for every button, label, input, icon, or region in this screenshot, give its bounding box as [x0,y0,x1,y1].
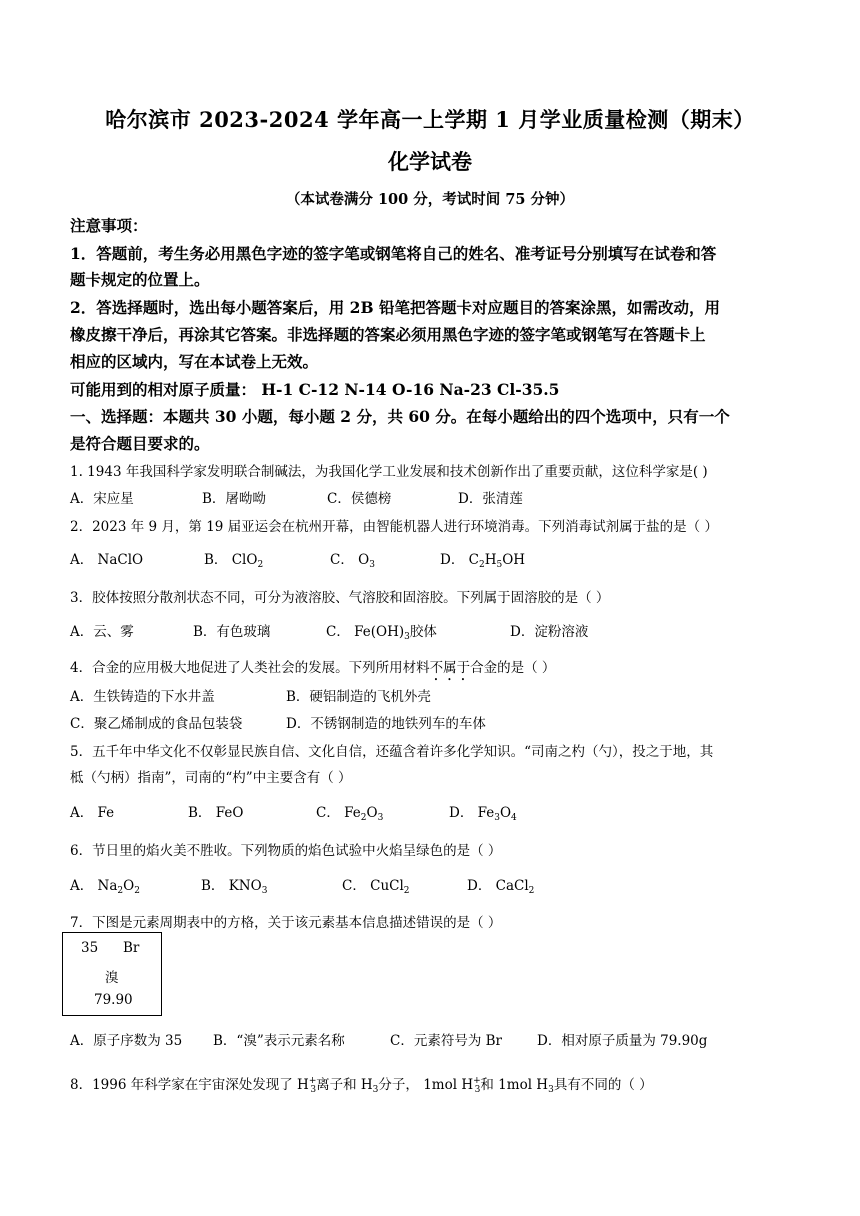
notice-item-1-line-1: 1．答题前，考生务必用黑色字迹的签字笔或钢笔将自己的姓名、准考证号分别填写在试卷和答 [70,244,717,263]
element-symbol: Br [123,940,140,956]
question-7-option-c: C．元素符号为 Br [390,1033,502,1049]
element-name: 溴 [105,970,119,986]
element-atomic-number: 35 [81,940,99,956]
question-2-option-d: D． $C_2H_5OH$ [440,552,526,570]
question-2-option-a: A． NaClO [70,552,144,568]
question-4-option-b: B．硬铝制造的飞机外壳 [286,689,431,705]
question-6-option-c: C． CuCl$_2$ [342,878,410,896]
element-atomic-mass: 79.90 [94,992,133,1008]
question-4-option-a: A．生铁铸造的下水井盖 [70,689,215,705]
question-3-option-c: C． $Fe(OH)_3$胶体 [326,624,437,642]
notice-item-2-line-1: 2．答选择题时，选出每小题答案后，用 2B 铅笔把答题卡对应题目的答案涂黑，如需改动，用 [70,298,720,317]
question-3-option-a: A．云、雾 [70,624,134,640]
question-4-option-d: D．不锈钢制造的地铁列车的车体 [286,716,486,732]
question-4-option-c: C．聚乙烯制成的食品包装袋 [70,716,243,732]
question-6-option-a: A． $Na_2O_2$ [70,878,140,896]
question-5-stem-line-1: 5．五千年中华文化不仅彰显民族自信、文化自信，还蕴含着许多化学知识。“司南之杓（勺），投之于地，其 [70,744,714,760]
question-5-option-d: D． $Fe_3O_4$ [449,805,517,823]
exam-note: （本试卷满分 100 分，考试时间 75 分钟） [285,191,575,208]
question-5-option-c: C． $Fe_2O_3$ [316,805,384,823]
atomic-mass-line: 可能用到的相对原子质量： H-1 C-12 N-14 O-16 Na-23 Cl-35.5 [70,380,560,399]
notice-item-2-line-2: 橡皮擦干净后，再涂其它答案。非选择题的答案必须用黑色字迹的签字笔或钢笔写在答题卡上 [70,325,706,344]
question-1-option-a: A．宋应星 [70,491,134,507]
question-7-option-d: D．相对原子质量为 79.90g [537,1033,708,1049]
question-1-option-d: D．张清莲 [458,491,523,507]
question-6-option-d: D． CaCl$_2$ [467,878,535,896]
question-7-stem: 7．下图是元素周期表中的方格，关于该元素基本信息描述错误的是（ ） [70,915,502,931]
question-5-option-a: A． Fe [70,805,115,821]
question-4-stem: 4．合金的应用极大地促进了人类社会的发展。下列所用材料不属于合金的是（ ） [70,660,556,676]
question-5-stem-line-2: 柢（勺柄）指南”，司南的“杓”中主要含有（ ） [70,770,352,786]
section-1-line-2: 是符合题目要求的。 [70,434,210,453]
question-3-stem: 3．胶体按照分散剂状态不同，可分为液溶胶、气溶胶和固溶胶。下列属于固溶胶的是（ ） [70,590,610,606]
question-6-option-b: B． $KNO_3$ [201,878,268,896]
question-2-stem: 2．2023 年 9 月，第 19 届亚运会在杭州开幕，由智能机器人进行环境消毒。下列消毒试剂属于盐的是（ ） [70,519,718,535]
question-1-stem: 1. 1943 年我国科学家发明联合制碱法，为我国化学工业发展和技术创新作出了重要贡献，这位科学家是( ) [70,464,708,480]
question-8-stem: 8．1996 年科学家在宇宙深处发现了 $H^+_3$离子和 $H_3$分子， 1mol $H^+_3$和 1mol $H_3$具有不同的（ ） [70,1076,653,1095]
exam-title: 哈尔滨市 2023-2024 学年高一上学期 1 月学业质量检测（期末） [105,107,755,132]
question-2-option-b: B． ClO$_2$ [204,552,264,570]
notice-item-2-line-3: 相应的区域内，写在本试卷上无效。 [70,352,319,371]
question-2-option-c: C． $O_3$ [330,552,375,570]
section-1-line-1: 一、选择题：本题共 30 小题，每小题 2 分，共 60 分。在每小题给出的四个选项中，只有一个 [70,407,730,426]
notice-heading: 注意事项： [70,216,148,235]
question-7-option-a: A．原子序数为 35 [70,1033,183,1049]
exam-subject: 化学试卷 [388,149,472,174]
question-6-stem: 6．节日里的焰火美不胜收。下列物质的焰色试验中火焰呈绿色的是（ ） [70,843,502,859]
question-1-option-c: C．侯德榜 [327,491,392,507]
periodic-table-cell [62,932,162,1016]
question-1-option-b: B．屠呦呦 [202,491,266,507]
question-7-option-b: B．“溴”表示元素名称 [213,1033,345,1049]
question-3-option-d: D．淀粉溶液 [510,624,589,640]
question-3-option-b: B．有色玻璃 [193,624,271,640]
question-5-option-b: B． FeO [188,805,244,821]
notice-item-1-line-2: 题卡规定的位置上。 [70,270,210,289]
